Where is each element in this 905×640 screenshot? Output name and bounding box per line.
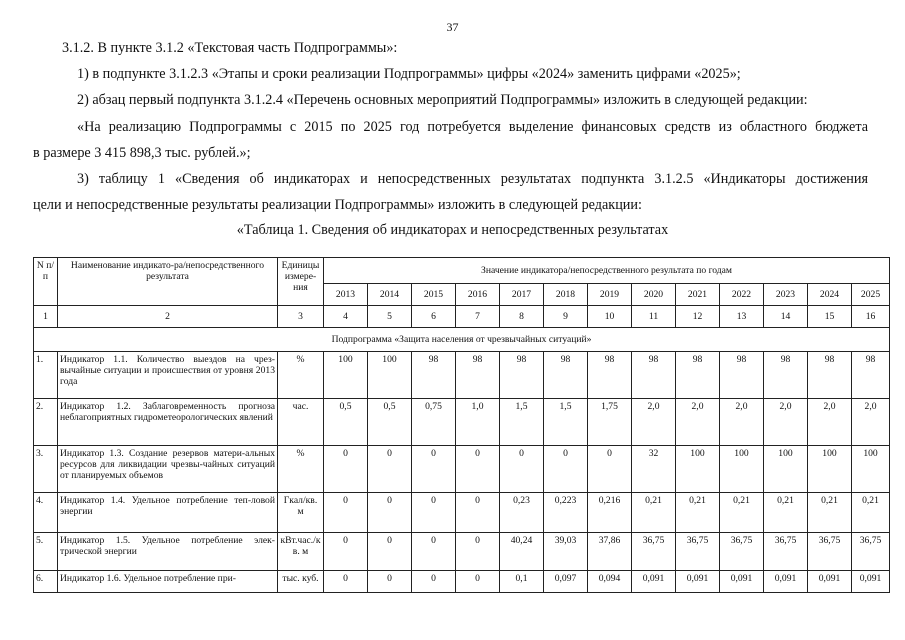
indicator-value: 0	[368, 533, 412, 571]
year-header: 2020	[632, 284, 676, 306]
column-number: 7	[456, 306, 500, 328]
paragraph-4-line-1: «На реализацию Подпрограммы с 2015 по 2025 год потребуется выделение финансовых средств из областного бюджета	[77, 119, 868, 135]
year-header: 2025	[852, 284, 890, 306]
indicator-value: 0	[544, 446, 588, 493]
paragraph-4-line-2: в размере 3 415 898,3 тыс. рублей.»;	[33, 145, 251, 161]
indicator-value: 0	[368, 493, 412, 533]
indicator-value: 2,0	[676, 399, 720, 446]
paragraph-5-line-2: цели и непосредственные результаты реализации Подпрограммы» изложить в следующей редакции:	[33, 197, 642, 213]
indicator-value: 0,21	[676, 493, 720, 533]
indicator-value: 98	[852, 352, 890, 399]
column-number: 1	[34, 306, 58, 328]
indicator-value: 0,21	[764, 493, 808, 533]
indicator-value: 98	[588, 352, 632, 399]
indicator-value: 0	[456, 533, 500, 571]
row-number: 4.	[34, 493, 58, 533]
year-header: 2015	[412, 284, 456, 306]
indicator-value: 0,091	[676, 571, 720, 593]
indicator-name: Индикатор 1.1. Количество выездов на чрез-вычайные ситуации и происшествия от уровня 2013 года	[58, 352, 278, 399]
year-header: 2016	[456, 284, 500, 306]
row-number: 3.	[34, 446, 58, 493]
indicator-value: 0	[324, 571, 368, 593]
indicator-unit: Гкал/кв. м	[278, 493, 324, 533]
column-number: 10	[588, 306, 632, 328]
indicator-value: 2,0	[764, 399, 808, 446]
indicator-value: 0,5	[324, 399, 368, 446]
indicator-name: Индикатор 1.3. Создание резервов матери-альных ресурсов для ликвидации чрезвы-чайных ситуаций от планируемых объемов	[58, 446, 278, 493]
indicator-value: 0,094	[588, 571, 632, 593]
column-number: 14	[764, 306, 808, 328]
indicator-name: Индикатор 1.6. Удельное потребление при-	[58, 571, 278, 593]
indicator-value: 100	[676, 446, 720, 493]
indicator-value: 36,75	[676, 533, 720, 571]
indicator-value: 0,091	[764, 571, 808, 593]
indicator-value: 98	[764, 352, 808, 399]
indicator-value: 2,0	[808, 399, 852, 446]
year-header: 2013	[324, 284, 368, 306]
year-header: 2024	[808, 284, 852, 306]
indicator-value: 0,091	[632, 571, 676, 593]
indicator-value: 100	[852, 446, 890, 493]
table-section-row	[34, 328, 890, 352]
indicator-value: 0,097	[544, 571, 588, 593]
indicator-value: 98	[412, 352, 456, 399]
indicator-value: 0,091	[852, 571, 890, 593]
column-number: 4	[324, 306, 368, 328]
indicator-value: 100	[324, 352, 368, 399]
indicator-value: 98	[676, 352, 720, 399]
column-number: 5	[368, 306, 412, 328]
indicator-unit: тыс. куб.	[278, 571, 324, 593]
row-number: 2.	[34, 399, 58, 446]
header-unit: Единицы измере-ния	[278, 258, 324, 306]
indicator-value: 0	[456, 571, 500, 593]
indicator-value: 100	[808, 446, 852, 493]
indicator-value: 0	[412, 533, 456, 571]
header-name: Наименование индикато-ра/непосредственного результата	[58, 258, 278, 306]
table-caption: «Таблица 1. Сведения об индикаторах и непосредственных результатах	[236, 222, 669, 238]
indicator-value: 0	[456, 493, 500, 533]
column-number: 15	[808, 306, 852, 328]
paragraph-3: 2) абзац первый подпункта 3.1.2.4 «Перечень основных мероприятий Подпрограммы» изложить в следующей редакции:	[77, 92, 808, 108]
indicator-value: 0,223	[544, 493, 588, 533]
table-row	[34, 352, 890, 399]
indicator-value: 0,21	[852, 493, 890, 533]
indicator-unit: %	[278, 446, 324, 493]
year-header: 2022	[720, 284, 764, 306]
indicator-value: 0	[368, 446, 412, 493]
indicator-value: 36,75	[632, 533, 676, 571]
table-row	[34, 533, 890, 571]
indicator-value: 98	[544, 352, 588, 399]
paragraph-1: 3.1.2. В пункте 3.1.2 «Текстовая часть Подпрограммы»:	[62, 40, 398, 56]
indicator-value: 2,0	[720, 399, 764, 446]
table-row	[34, 446, 890, 493]
paragraph-5-line-1: 3) таблицу 1 «Сведения об индикаторах и непосредственных результатах подпункта 3.1.2.5 «Индикаторы достижения	[77, 171, 868, 187]
year-header: 2019	[588, 284, 632, 306]
indicator-name: Индикатор 1.4. Удельное потребление теп-ловой энергии	[58, 493, 278, 533]
indicator-value: 0	[500, 446, 544, 493]
column-number: 2	[58, 306, 278, 328]
table-row	[34, 493, 890, 533]
column-number: 3	[278, 306, 324, 328]
indicator-value: 0,21	[808, 493, 852, 533]
indicator-value: 0	[368, 571, 412, 593]
year-header: 2014	[368, 284, 412, 306]
indicator-name: Индикатор 1.2. Заблаговременность прогноза неблагоприятных гидрометеорологических явлений	[58, 399, 278, 446]
indicator-value: 100	[720, 446, 764, 493]
indicator-value: 0,21	[632, 493, 676, 533]
indicator-value: 36,75	[852, 533, 890, 571]
table-colnum-row	[34, 306, 890, 328]
indicator-value: 2,0	[632, 399, 676, 446]
table-header-row	[34, 258, 890, 284]
indicator-value: 98	[632, 352, 676, 399]
indicator-value: 0,23	[500, 493, 544, 533]
indicator-unit: кВт.час./к в. м	[278, 533, 324, 571]
indicator-value: 0	[412, 493, 456, 533]
indicator-value: 0	[412, 571, 456, 593]
year-header: 2021	[676, 284, 720, 306]
indicator-unit: час.	[278, 399, 324, 446]
indicator-value: 0,1	[500, 571, 544, 593]
indicator-unit: %	[278, 352, 324, 399]
indicator-value: 0,216	[588, 493, 632, 533]
column-number: 8	[500, 306, 544, 328]
indicator-value: 100	[764, 446, 808, 493]
column-number: 9	[544, 306, 588, 328]
page-number: 37	[446, 20, 459, 34]
indicator-value: 1,5	[544, 399, 588, 446]
indicator-value: 0	[456, 446, 500, 493]
indicator-value: 37,86	[588, 533, 632, 571]
indicator-value: 0	[324, 533, 368, 571]
indicator-value: 39,03	[544, 533, 588, 571]
indicators-table	[33, 257, 890, 593]
column-number: 12	[676, 306, 720, 328]
year-header: 2023	[764, 284, 808, 306]
indicator-value: 36,75	[720, 533, 764, 571]
indicator-value: 1,0	[456, 399, 500, 446]
indicator-value: 36,75	[808, 533, 852, 571]
indicator-value: 98	[808, 352, 852, 399]
paragraph-2: 1) в подпункте 3.1.2.3 «Этапы и сроки реализации Подпрограммы» цифры «2024» заменить цифрами «2025»;	[77, 66, 741, 82]
indicator-value: 36,75	[764, 533, 808, 571]
indicator-value: 1,5	[500, 399, 544, 446]
indicator-value: 0	[324, 493, 368, 533]
table-row	[34, 399, 890, 446]
column-number: 13	[720, 306, 764, 328]
indicator-value: 2,0	[852, 399, 890, 446]
indicator-value: 98	[500, 352, 544, 399]
column-number: 16	[852, 306, 890, 328]
indicator-value: 0,091	[720, 571, 764, 593]
indicator-value: 100	[368, 352, 412, 399]
column-number: 11	[632, 306, 676, 328]
indicator-value: 0	[324, 446, 368, 493]
row-number: 6.	[34, 571, 58, 593]
indicator-value: 0,091	[808, 571, 852, 593]
table-row	[34, 571, 890, 593]
indicator-value: 0,75	[412, 399, 456, 446]
indicator-value: 98	[720, 352, 764, 399]
row-number: 5.	[34, 533, 58, 571]
column-number: 6	[412, 306, 456, 328]
indicator-value: 0	[412, 446, 456, 493]
indicator-value: 0	[588, 446, 632, 493]
row-number: 1.	[34, 352, 58, 399]
indicator-value: 98	[456, 352, 500, 399]
indicator-value: 1,75	[588, 399, 632, 446]
year-header: 2017	[500, 284, 544, 306]
indicator-value: 32	[632, 446, 676, 493]
header-values: Значение индикатора/непосредственного результата по годам	[324, 258, 890, 284]
year-header: 2018	[544, 284, 588, 306]
indicator-value: 0,5	[368, 399, 412, 446]
indicator-value: 40,24	[500, 533, 544, 571]
section-title: Подпрограмма «Защита населения от чрезвычайных ситуаций»	[34, 328, 890, 352]
header-num: N п/п	[34, 258, 58, 306]
indicator-name: Индикатор 1.5. Удельное потребление элек-трической энергии	[58, 533, 278, 571]
indicator-value: 0,21	[720, 493, 764, 533]
